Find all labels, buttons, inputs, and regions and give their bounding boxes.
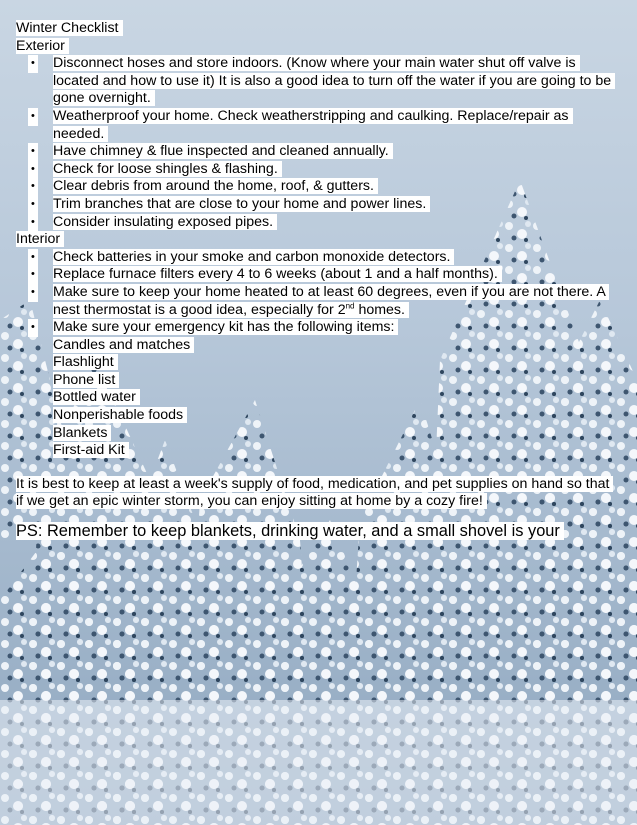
supplies-paragraph: It is best to keep at least a week's supply of food, medication, and pet supplies on hand so that if we get an epic winter storm, you can enjoy sitting at home by a cozy fire!: [16, 476, 613, 510]
list-item: • Have chimney & flue inspected and cleaned annually.: [16, 143, 616, 161]
list-item: • Weatherproof your home. Check weatherstripping and caulking. Replace/repair as needed.: [16, 108, 616, 143]
list-item: • Trim branches that are close to your home and power lines.: [16, 196, 616, 214]
exterior-list: [16, 55, 616, 231]
bullet: •: [28, 108, 38, 126]
exterior-heading: Exterior: [16, 38, 69, 54]
bullet: •: [28, 284, 38, 302]
kit-item: Phone list: [16, 372, 616, 390]
list-item: • Check for loose shingles & flashing.: [16, 161, 616, 179]
list-item: • Check batteries in your smoke and carbon monoxide detectors.: [16, 249, 616, 267]
ps-note: PS: Remember to keep blankets, drinking water, and a small shovel is your: [16, 522, 564, 540]
bullet: •: [28, 214, 38, 232]
bullet: •: [28, 319, 38, 337]
list-item: • Consider insulating exposed pipes.: [16, 214, 616, 232]
bullet: •: [28, 196, 38, 214]
kit-item: Flashlight: [16, 354, 616, 372]
kit-item: Candles and matches: [16, 337, 616, 355]
kit-item: Nonperishable foods: [16, 407, 616, 425]
bullet: •: [28, 178, 38, 196]
kit-item: First-aid Kit: [16, 442, 616, 460]
interior-heading: Interior: [16, 231, 64, 247]
bullet: •: [28, 161, 38, 179]
kit-item: Blankets: [16, 425, 616, 443]
interior-list: [16, 249, 616, 337]
list-item: • Replace furnace filters every 4 to 6 weeks (about 1 and a half months).: [16, 266, 616, 284]
bullet: •: [28, 249, 38, 267]
list-item: • Disconnect hoses and store indoors. (Know where your main water shut off valve is located and how to use it) It is also a good idea to turn off the water if you are going to be gone overnight.: [16, 55, 616, 108]
kit-item: Bottled water: [16, 389, 616, 407]
list-item: • Clear debris from around the home, roof, & gutters.: [16, 178, 616, 196]
list-item: • Make sure to keep your home heated to at least 60 degrees, even if you are not there. A nest thermostat is a good idea, especially for 2nd homes.: [16, 284, 616, 319]
bullet: •: [28, 143, 38, 161]
document-body: [16, 20, 616, 541]
bullet: •: [28, 266, 38, 284]
emergency-kit-list: [16, 337, 616, 460]
document-title: Winter Checklist: [16, 20, 123, 36]
list-item: • Make sure your emergency kit has the following items:: [16, 319, 616, 337]
bullet: •: [28, 55, 38, 73]
